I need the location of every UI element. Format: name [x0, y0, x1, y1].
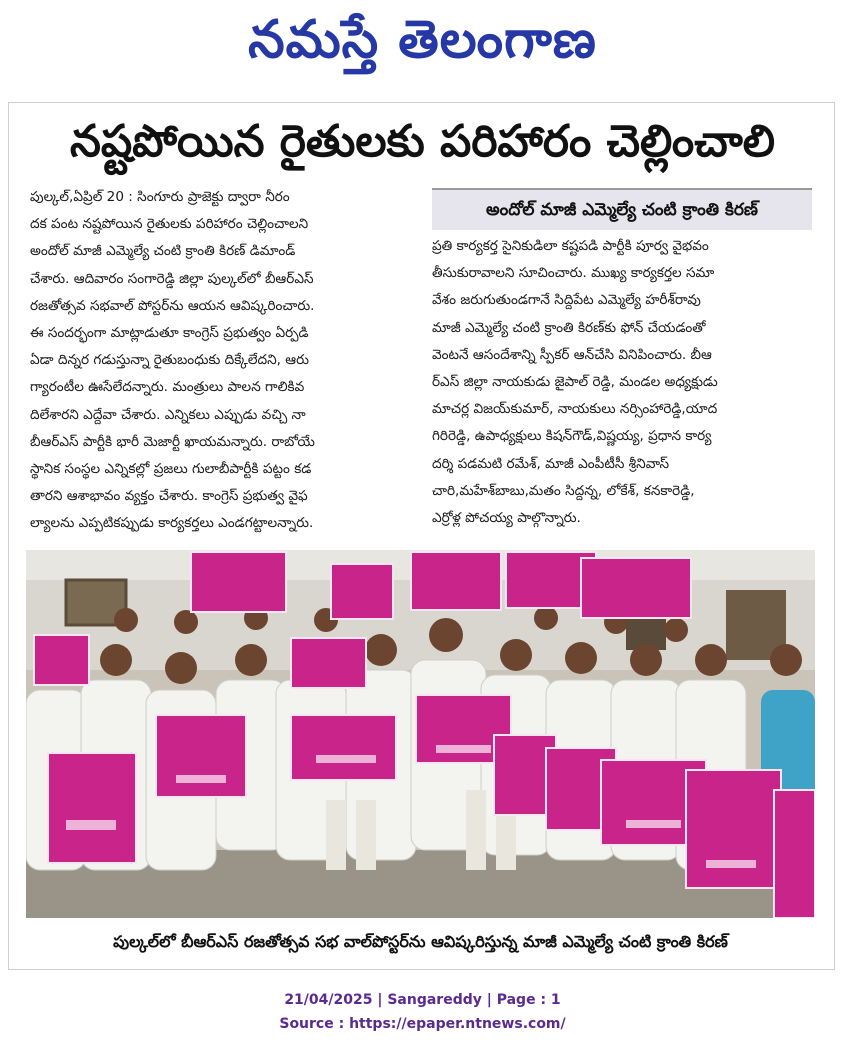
source-link[interactable]: Source : https://epaper.ntnews.com/ [279, 1016, 566, 1032]
photo-caption: పుల్కల్‌లో బీఆర్ఎస్ రజతోత్సవ సభ వాల్‌పోస్టర్‌ను ఆవిష్కరిస్తున్న మాజీ ఎమ్మెల్యే చంటి క్రాంతి కిరణ్ [113, 932, 728, 951]
article-headline: నష్టపోయిన రైతులకు పరిహారం చెల్లించాలి [69, 116, 776, 167]
edition-info: 21/04/2025 | Sangareddy | Page : 1 [284, 992, 561, 1008]
article-subheadline: అందోల్ మాజీ ఎమ్మెల్యే చంటి క్రాంతి కిరణ్ [432, 188, 812, 230]
news-photo [26, 550, 815, 918]
article-body-left-column: పుల్కల్,ఏప్రిల్ 20 : సింగూరు ప్రాజెక్టు ద్వారా నీరం దక పంట నష్టపోయిన రైతులకు పరిహారం చెల్లించాలని అందోల్ మాజీ ఎమ్మెల్యే చంటి క్రాంతి కిరణ్ డిమాండ్ చేశారు. ఆదివారం సంగారెడ్డి జిల్లా పుల్కల్‌లో బీఆర్ఎస్ రజతోత్సవ సభవాల్ పోస్టర్‌ను ఆయన ఆవిష్కరించారు. ఈ సందర్భంగా మాట్లాడుతూ కాంగ్రెస్ ప్రభుత్వం ఏర్పడి ఏడా దిన్నర గడుస్తున్నా రైతుబంధుకు దిక్కేలేదని, ఆరు గ్యారంటీల ఊసేలేదన్నారు. మంత్రులు పాలన గాలికివ దిలేశారని ఎద్దేవా చేశారు. ఎన్నికలు ఎప్పుడు వచ్చి నా బీఆర్ఎస్ పార్టీకి భారీ మెజార్టీ ఖాయమన్నారు. రాబోయే స్థానిక సంస్థల ఎన్నికల్లో ప్రజలు గులాబీపార్టీకి పట్టం కడ తారని ఆశాభావం వ్యక్తం చేశారు. కాంగ్రెస్ ప్రభుత్వ వైఫ ల్యాలను ఎప్పటికప్పుడు కార్యకర్తలు ఎండగట్టాలన్నారు. [30, 189, 315, 532]
article-body-right-column: ప్రతి కార్యకర్త సైనికుడిలా కష్టపడి పార్టీకి పూర్వ వైభవం తీసుకురావాలని సూచించారు. ముఖ్య కార్యకర్తల సమా వేశం జరుగుతుండగానే సిద్దిపేట ఎమ్మెల్యే హరీశ్‌రావు మాజీ ఎమ్మెల్యే చంటి క్రాంతి కిరణ్‌కు ఫోన్ చేయడంతో వెంటనే ఆసందేశాన్ని స్పీకర్ ఆన్‌చేసి వినిపించారు. బీఆ ర్ఎస్ జిల్లా నాయకుడు జైపాల్ రెడ్డి, మండల అధ్యక్షుడు మాచర్ల విజయ్‌కుమార్, నాయకులు నర్సింహారెడ్డి,యాద గిరిరెడ్డి, ఉపాధ్యక్షులు కిషన్‌గౌడ్,విష్ణయ్య, ప్రధాన కార్య దర్శి పడమటి రమేశ్, మాజీ ఎంపీటీసీ శ్రీనివాస్ చారి,మహేశ్‌బాబు,మతం సిద్దన్న, లోకేశ్, కనకారెడ్డి, ఎర్రోళ్ల పోచయ్య పాల్గొన్నారు. [432, 238, 718, 527]
newspaper-masthead: నమస్తే తెలంగాణ [248, 10, 597, 70]
group-holding-posters-illustration [26, 550, 815, 918]
